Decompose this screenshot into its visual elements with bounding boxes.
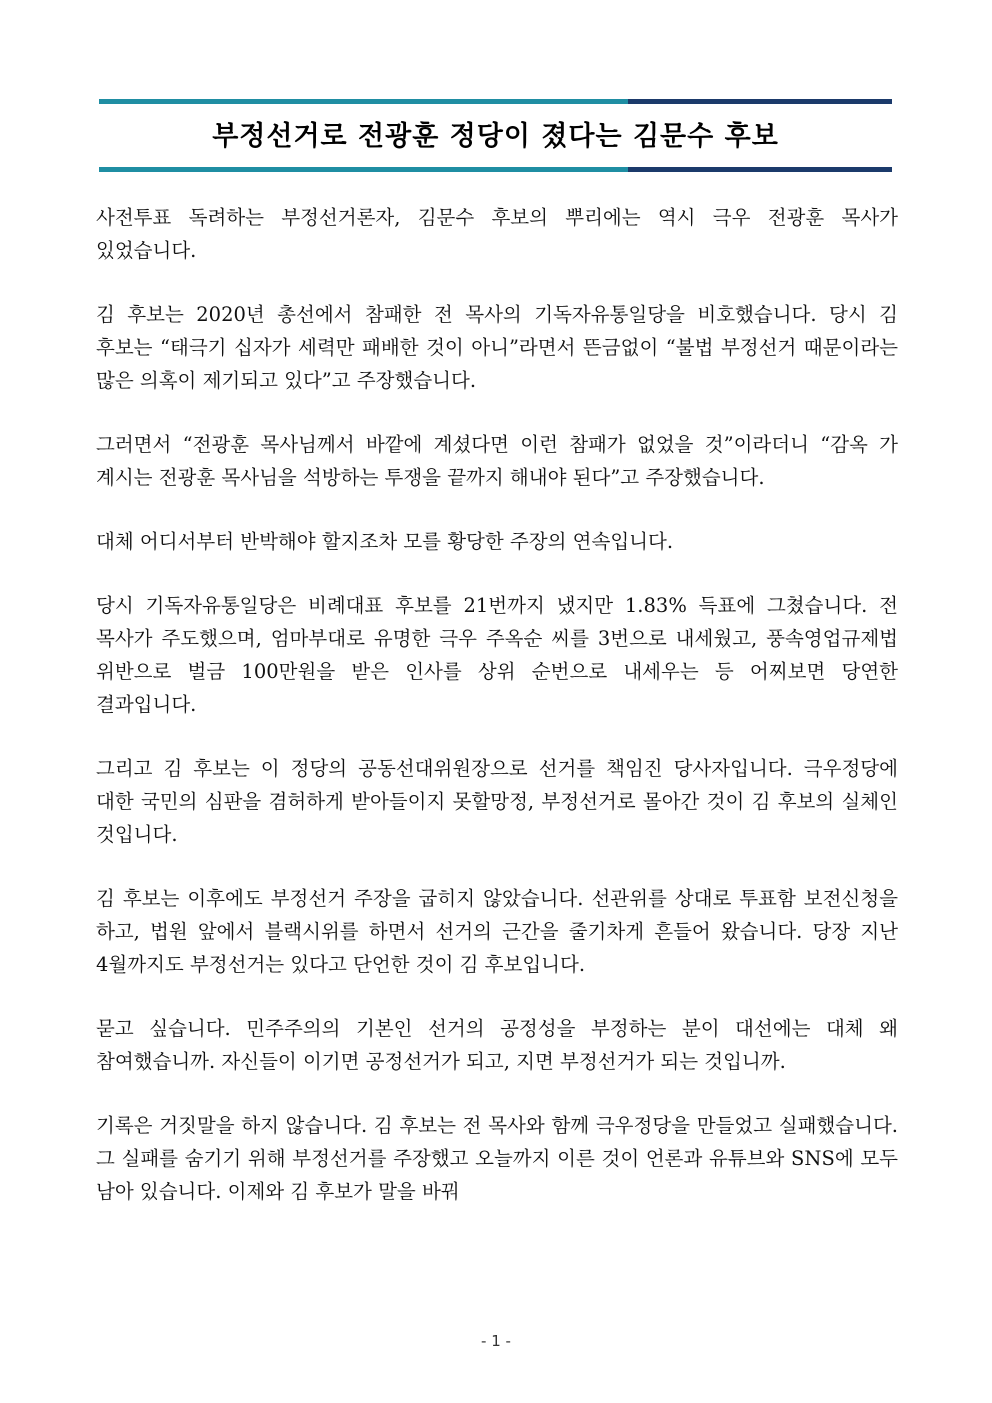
paragraph: 당시 기독자유통일당은 비례대표 후보를 21번까지 냈지만 1.83% 득표에 그쳤습니다. 전 목사가 주도했으며, 엄마부대로 유명한 극우 주옥순 씨를 3번으로 내세웠고, 풍속영업규제법 위반으로 벌금 100만원을 받은 인사를 상위 순번으로 내세우는 등 어찌보면 당연한 결과입니다. <box>96 594 898 716</box>
title-rule-navy-segment <box>628 99 892 104</box>
paragraph: 그러면서 “전광훈 목사님께서 바깥에 계셨다면 이런 참패가 없었을 것”이라더니 “감옥 가 계시는 전광훈 목사님을 석방하는 투쟁을 끝까지 해내야 된다”고 주장했습니다. <box>96 433 898 489</box>
paragraph: 묻고 싶습니다. 민주주의의 기본인 선거의 공정성을 부정하는 분이 대선에는 대체 왜 참여했습니까. 자신들이 이기면 공정선거가 되고, 지면 부정선거가 되는 것입니까. <box>96 1017 898 1073</box>
paragraph: 대체 어디서부터 반박해야 할지조차 모를 황당한 주장의 연속입니다. <box>96 530 674 553</box>
title-top-rule <box>99 99 892 104</box>
paragraph: 그리고 김 후보는 이 정당의 공동선대위원장으로 선거를 책임진 당사자입니다. 극우정당에 대한 국민의 심판을 겸허하게 받아들이지 못할망정, 부정선거로 몰아간 것이 김 후보의 실체인 것입니다. <box>96 757 898 846</box>
title-rule-navy-segment <box>628 167 892 172</box>
document-title: 부정선거로 전광훈 정당이 졌다는 김문수 후보 <box>212 121 779 152</box>
document-body <box>96 201 898 1239</box>
title-bottom-rule <box>99 167 892 172</box>
page-number: - 1 - <box>481 1332 511 1350</box>
paragraph: 사전투표 독려하는 부정선거론자, 김문수 후보의 뿌리에는 역시 극우 전광훈 목사가 있었습니다. <box>96 206 898 262</box>
paragraph: 김 후보는 2020년 총선에서 참패한 전 목사의 기독자유통일당을 비호했습니다. 당시 김 후보는 “태극기 십자가 세력만 패배한 것이 아니”라면서 뜬금없이 “불법 부정선거 때문이라는 많은 의혹이 제기되고 있다”고 주장했습니다. <box>96 303 898 392</box>
paragraph: 김 후보는 이후에도 부정선거 주장을 굽히지 않았습니다. 선관위를 상대로 투표함 보전신청을 하고, 법원 앞에서 블랙시위를 하면서 선거의 근간을 줄기차게 흔들어 왔습니다. 당장 지난 4월까지도 부정선거는 있다고 단언한 것이 김 후보입니다. <box>96 887 898 976</box>
title-rule-teal-segment <box>99 167 628 172</box>
paragraph: 기록은 거짓말을 하지 않습니다. 김 후보는 전 목사와 함께 극우정당을 만들었고 실패했습니다. 그 실패를 숨기기 위해 부정선거를 주장했고 오늘까지 이른 것이 언론과 유튜브와 SNS에 모두 남아 있습니다. 이제와 김 후보가 말을 바꿔 <box>96 1114 898 1203</box>
title-rule-teal-segment <box>99 99 628 104</box>
